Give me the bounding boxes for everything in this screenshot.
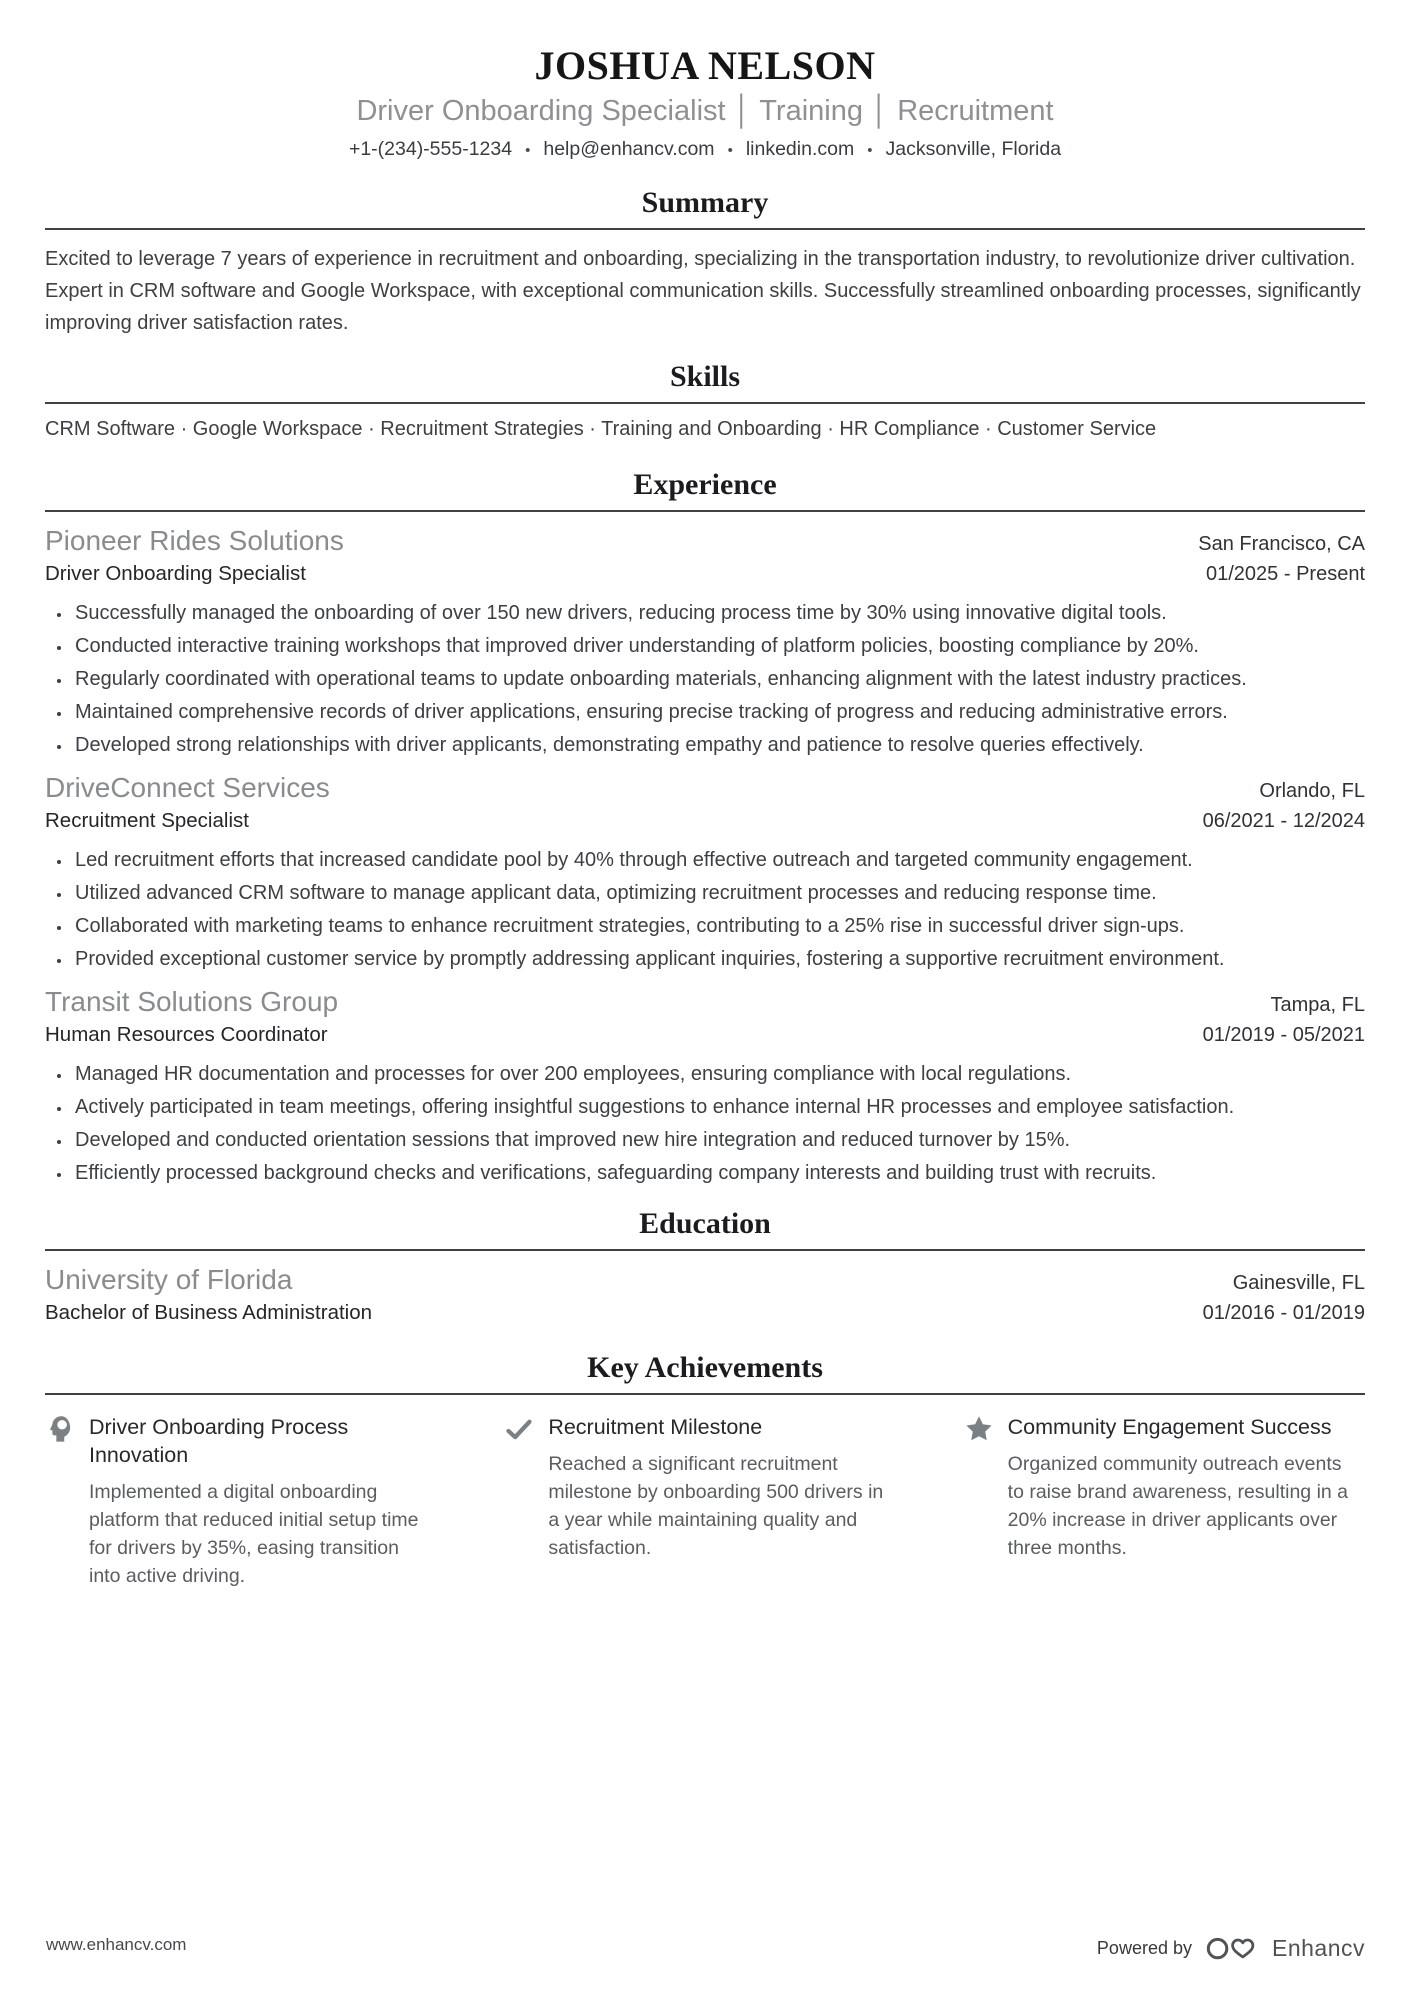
star-icon xyxy=(964,1414,994,1444)
achievement-item xyxy=(964,1413,1365,1590)
contact-email: help@enhancv.com xyxy=(543,138,715,161)
experience-entry xyxy=(45,523,1365,759)
entry-role-row xyxy=(45,1020,1365,1049)
achievements-grid xyxy=(45,1413,1365,1590)
education-entry xyxy=(45,1262,1365,1327)
achievement-content xyxy=(89,1413,434,1590)
experience-title: Experience xyxy=(633,467,777,501)
candidate-headline: Driver Onboarding Specialist │ Training │ Recruitment xyxy=(356,95,1054,127)
summary-title: Summary xyxy=(641,185,769,219)
footer-website: www.enhancv.com xyxy=(46,1935,187,1954)
section-divider xyxy=(45,228,1365,230)
section-divider xyxy=(45,402,1365,404)
section-divider xyxy=(45,510,1365,512)
job-dates: 01/2025 - Present xyxy=(1206,562,1365,585)
company-name: Pioneer Rides Solutions xyxy=(45,524,344,556)
section-skills xyxy=(45,360,1365,443)
company-name: DriveConnect Services xyxy=(45,771,330,803)
job-bullet-list xyxy=(45,846,1365,973)
head-brain-icon xyxy=(45,1414,75,1444)
job-dates: 06/2021 - 12/2024 xyxy=(1202,809,1365,832)
contact-linkedin: linkedin.com xyxy=(745,138,855,161)
achievement-text: Implemented a digital onboarding platform that reduced initial setup time for drivers by 35%, easing transition into active driving. xyxy=(89,1480,419,1587)
job-bullet: • Developed and conducted orientation sessions that improved new hire integration and reduced turnover by 15%. xyxy=(72,1126,1365,1154)
resume-header xyxy=(45,0,1365,162)
check-icon xyxy=(504,1414,534,1444)
entry-role-row xyxy=(45,806,1365,835)
skills-title: Skills xyxy=(669,359,741,393)
achievement-text: Reached a significant recruitment milestone by onboarding 500 drivers in a year while maintaining quality and satisfaction. xyxy=(548,1452,884,1559)
job-title: Recruitment Specialist xyxy=(45,808,249,832)
achievement-text: Organized community outreach events to raise brand awareness, resulting in a 20% increase in driver applicants over three months. xyxy=(1007,1452,1349,1559)
achievement-item xyxy=(504,1413,905,1590)
contact-phone: +1-(234)-555-1234 xyxy=(348,138,513,161)
achievement-title: Driver Onboarding Process Innovation xyxy=(89,1414,349,1467)
job-location: Orlando, FL xyxy=(1259,779,1365,802)
achievement-content xyxy=(548,1413,893,1562)
experience-entry xyxy=(45,770,1365,973)
skills-list: CRM Software · Google Workspace · Recruitment Strategies · Training and Onboarding · HR Compliance · Customer Service xyxy=(45,417,1157,440)
entry-role-row xyxy=(45,559,1365,588)
job-location: Tampa, FL xyxy=(1270,993,1365,1016)
school-name: University of Florida xyxy=(45,1263,293,1295)
section-divider xyxy=(45,1393,1365,1395)
job-location: San Francisco, CA xyxy=(1198,532,1365,555)
job-title: Human Resources Coordinator xyxy=(45,1022,328,1046)
summary-text: Excited to leverage 7 years of experience in recruitment and onboarding, specializing in the transportation industry, to revolutionize driver cultivation. Expert in CRM software and Google Workspace, with exceptional communication skills. Successfully streamlined onboarding processes, significantly improving driver satisfaction rates. xyxy=(45,247,1361,334)
section-summary xyxy=(45,186,1365,339)
job-bullet: • Conducted interactive training workshops that improved driver understanding of platform policies, boosting compliance by 20%. xyxy=(72,632,1365,660)
job-bullet: • Efficiently processed background checks and verifications, safeguarding company interests and building trust with recruits. xyxy=(72,1159,1365,1187)
education-dates: 01/2016 - 01/2019 xyxy=(1202,1301,1365,1324)
job-bullet: • Successfully managed the onboarding of over 150 new drivers, reducing process time by 30% using innovative digital tools. xyxy=(72,599,1365,627)
job-title: Driver Onboarding Specialist xyxy=(45,561,306,585)
degree-name: Bachelor of Business Administration xyxy=(45,1300,373,1324)
experience-entry xyxy=(45,984,1365,1187)
contact-separator: • xyxy=(525,141,531,159)
entry-header-row xyxy=(45,770,1365,806)
section-education xyxy=(45,1207,1365,1327)
section-experience xyxy=(45,468,1365,1187)
achievement-item xyxy=(45,1413,446,1590)
education-title: Education xyxy=(639,1206,771,1240)
contact-line xyxy=(45,138,1365,161)
footer-branding xyxy=(1097,1933,1365,1963)
candidate-name: JOSHUA NELSON xyxy=(534,43,876,88)
contact-separator: • xyxy=(867,141,873,159)
achievement-title: Community Engagement Success xyxy=(1007,1414,1332,1439)
job-bullet: • Managed HR documentation and processes for over 200 employees, ensuring compliance with local regulations. xyxy=(72,1060,1365,1088)
job-bullet-list xyxy=(45,1060,1365,1187)
job-bullet-list xyxy=(45,599,1365,759)
contact-separator: • xyxy=(727,141,733,159)
job-bullet: • Collaborated with marketing teams to enhance recruitment strategies, contributing to a 25% rise in successful driver sign-ups. xyxy=(72,912,1365,940)
job-bullet: • Developed strong relationships with driver applicants, demonstrating empathy and patience to resolve queries effectively. xyxy=(72,731,1365,759)
school-location: Gainesville, FL xyxy=(1232,1271,1365,1294)
job-bullet: • Led recruitment efforts that increased candidate pool by 40% through effective outreach and targeted community engagement. xyxy=(72,846,1365,874)
company-name: Transit Solutions Group xyxy=(45,985,339,1017)
achievement-content xyxy=(1008,1413,1353,1562)
job-bullet: • Maintained comprehensive records of driver applications, ensuring precise tracking of progress and reducing administrative errors. xyxy=(72,698,1365,726)
entry-header-row xyxy=(45,523,1365,559)
job-bullet: • Regularly coordinated with operational teams to update onboarding materials, enhancing alignment with the latest industry practices. xyxy=(72,665,1365,693)
contact-location: Jacksonville, Florida xyxy=(885,138,1062,161)
job-dates: 01/2019 - 05/2021 xyxy=(1202,1023,1365,1046)
enhancv-logo-icon xyxy=(1205,1933,1259,1963)
job-bullet: • Provided exceptional customer service by promptly addressing applicant inquiries, fostering a supportive recruitment environment. xyxy=(72,945,1365,973)
entry-header-row xyxy=(45,984,1365,1020)
job-bullet: • Actively participated in team meetings, offering insightful suggestions to enhance internal HR processes and employee satisfaction. xyxy=(72,1093,1365,1121)
powered-by-label: Powered by xyxy=(1096,1937,1192,1958)
section-achievements xyxy=(45,1351,1365,1590)
entry-header-row xyxy=(45,1262,1365,1298)
section-divider xyxy=(45,1249,1365,1251)
achievements-title: Key Achievements xyxy=(587,1350,823,1384)
brand-name: Enhancv xyxy=(1271,1934,1365,1961)
job-bullet: • Utilized advanced CRM software to manage applicant data, optimizing recruitment processes and reducing response time. xyxy=(72,879,1365,907)
entry-role-row xyxy=(45,1298,1365,1327)
achievement-title: Recruitment Milestone xyxy=(548,1414,763,1439)
